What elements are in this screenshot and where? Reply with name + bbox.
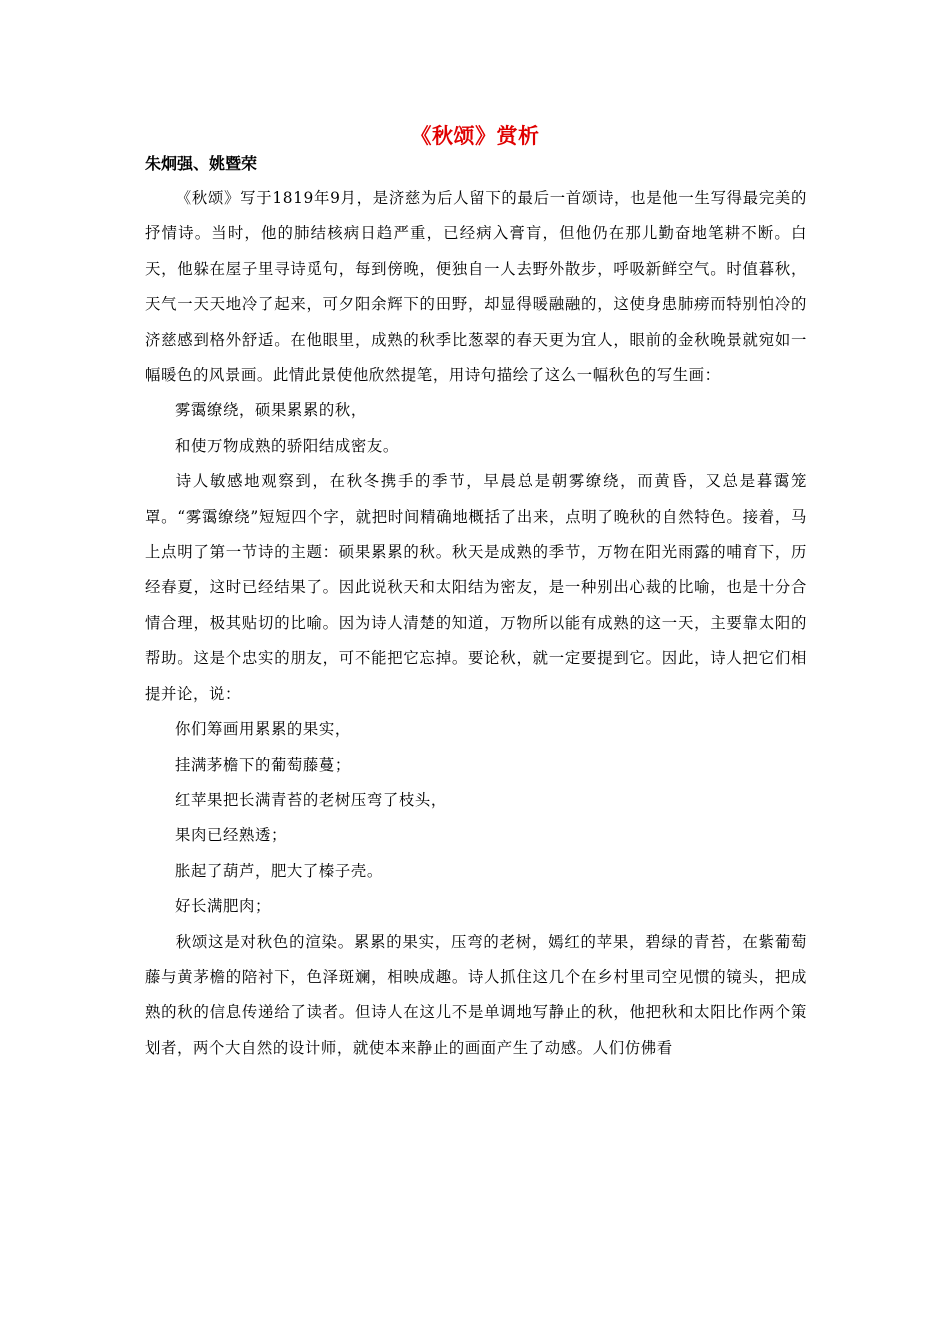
poem-line: 红苹果把长满青苔的老树压弯了枝头， [175, 790, 447, 809]
poem-line: 雾霭缭绕，硕果累累的秋， [175, 401, 367, 420]
poem-line: 好长满肥肉； [175, 897, 271, 916]
poem-line: 和使万物成熟的骄阳结成密友。 [175, 436, 399, 455]
page-title: 《秋颂》赏析 [410, 123, 540, 148]
paragraph-intro: 《秋颂》写于1819年9月，是济慈为后人留下的最后一首颂诗，也是他一生写得最完美的抒情诗。当时，他的肺结核病日趋严重，已经病入膏肓，但他仍在那儿勤奋地笔耕不断。白天，他躲在屋子里寻诗觅句，每到傍晚，便独自一人去野外散步，呼吸新鲜空气。时值暮秋，天气一天天地冷了起来，可夕阳余辉下的田野，却显得暖融融的，这使身患肺痨而特别怕冷的济慈感到格外舒适。在他眼里，成熟的秋季比葱翠的春天更为宜人，眼前的金秋晚景就宛如一幅暖色的风景画。此情此景使他欣然提笔，用诗句描绘了这么一幅秋色的写生画： [145, 189, 807, 385]
paragraph-commentary: 秋颂这是对秋色的渲染。累累的果实，压弯的老树，嫣红的苹果，碧绿的青苔，在紫葡萄藤与黄茅檐的陪衬下，色泽斑斓，相映成趣。诗人抓住这几个在乡村里司空见惯的镜头，把成熟的秋的信息传递给了读者。但诗人在这儿不是单调地写静止的秋，他把秋和太阳比作两个策划者，两个大自然的设计师，就使本来静止的画面产生了动感。人们仿佛看 [145, 932, 807, 1057]
paragraph-analysis: 诗人敏感地观察到，在秋冬携手的季节，早晨总是朝雾缭绕，而黄昏，又总是暮霭笼罩。“雾霭缭绕”短短四个字，就把时间精确地概括了出来，点明了晚秋的自然特色。接着，马上点明了第一节诗的主题：硕果累累的秋。秋天是成熟的季节，万物在阳光雨露的哺育下，历经春夏，这时已经结果了。因此说秋天和太阳结为密友，是一种别出心裁的比喻，也是十分合情合理，极其贴切的比喻。因为诗人清楚的知道，万物所以能有成熟的这一天，主要靠太阳的帮助。这是个忠实的朋友，可不能把它忘掉。要论秋，就一定要提到它。因此，诗人把它们相提并论，说： [145, 472, 807, 703]
poem-line: 胀起了葫芦，肥大了榛子壳。 [175, 861, 383, 880]
poem-line: 挂满茅檐下的葡萄藤蔓； [175, 755, 351, 774]
poem-line: 果肉已经熟透； [175, 826, 287, 845]
article-body [145, 181, 807, 1066]
author-line: 朱炯强、姚暨荣 [145, 154, 258, 173]
poem-line: 你们筹画用累累的果实， [175, 720, 351, 739]
